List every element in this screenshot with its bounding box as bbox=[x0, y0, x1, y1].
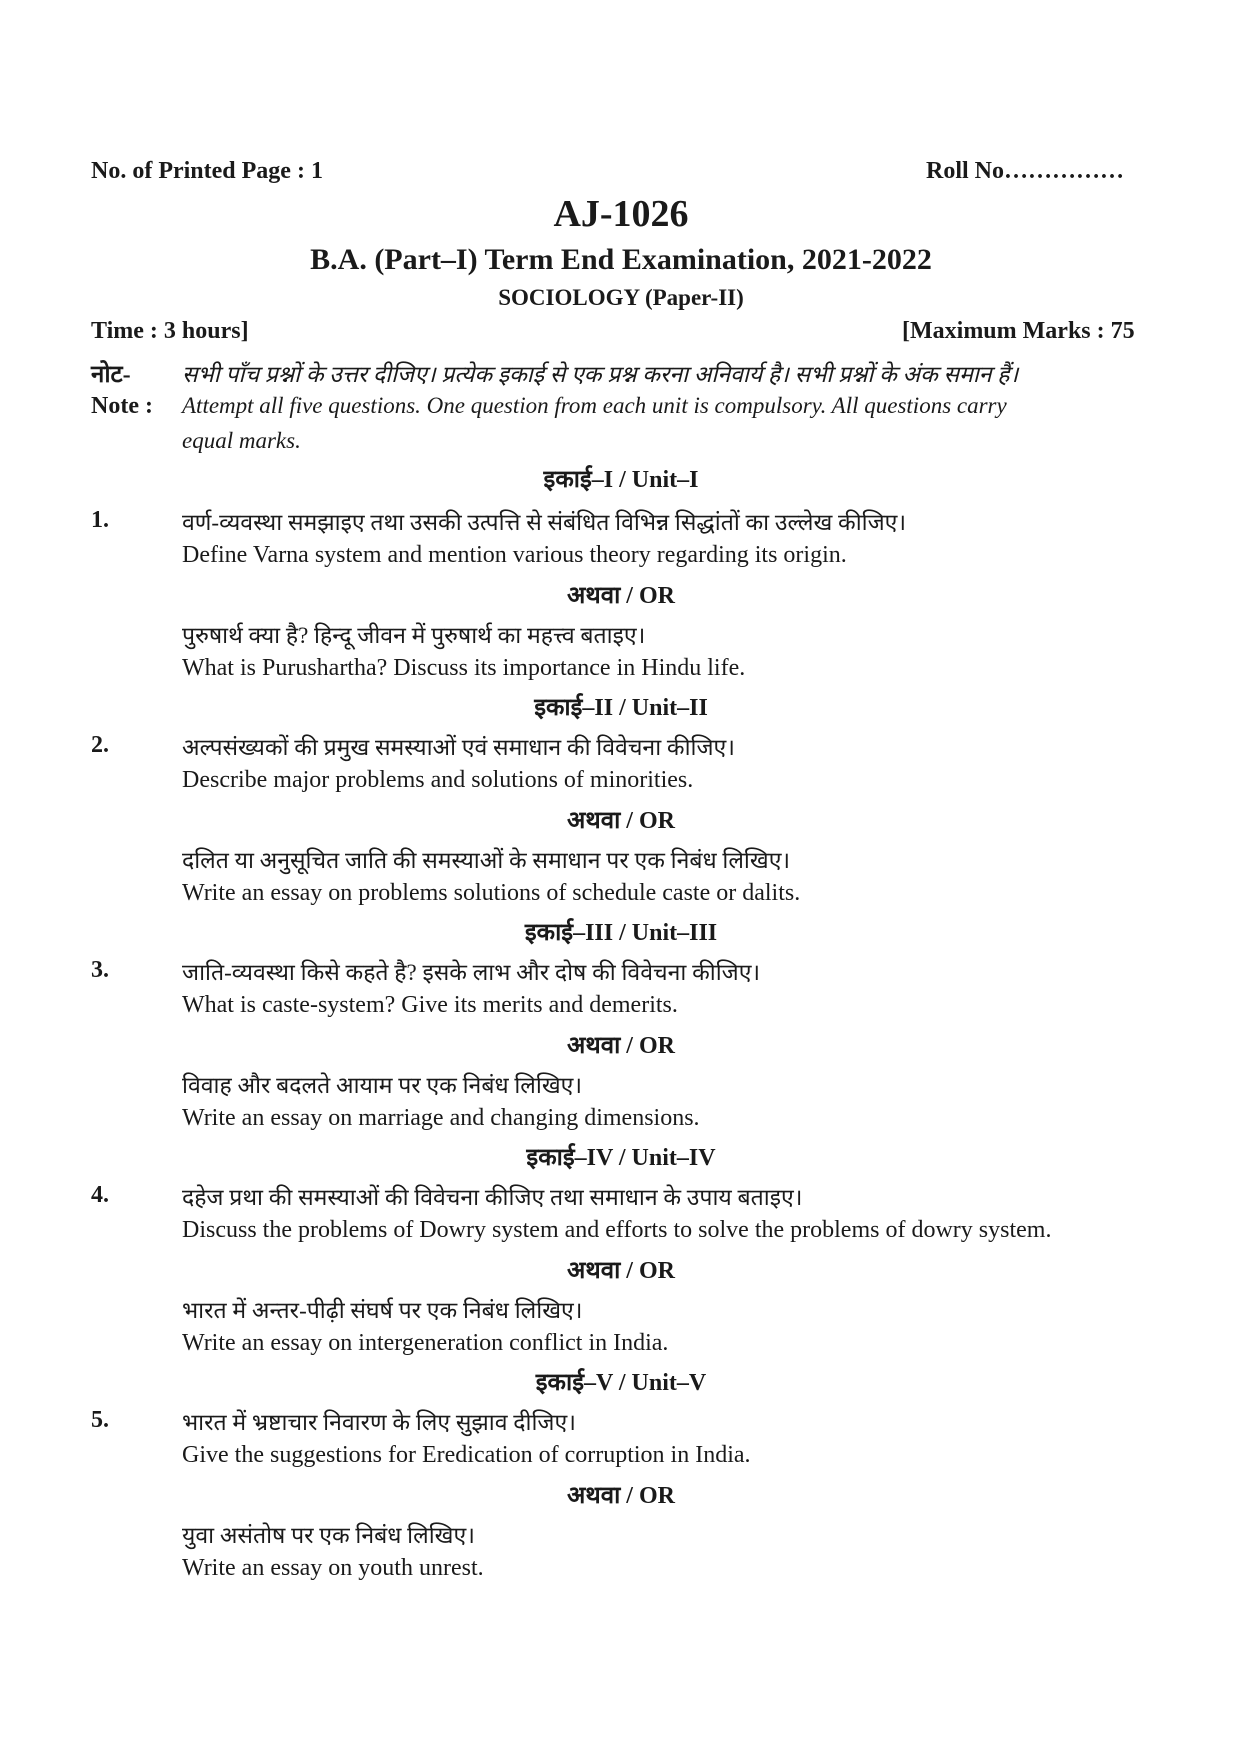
question-2a-hindi: अल्पसंख्यकों की प्रमुख समस्याओं एवं समाधान की विवेचना कीजिए। bbox=[182, 735, 735, 760]
note-label-hindi: नोट- bbox=[91, 362, 131, 388]
question-5a-english: Give the suggestions for Eredication of corruption in India. bbox=[182, 1442, 751, 1468]
paper-code: AJ-1026 bbox=[553, 193, 689, 235]
or-separator: अथवा / OR bbox=[567, 583, 675, 609]
note-text-english-line1: Attempt all five questions. One question from each unit is compulsory. All questions carry bbox=[182, 393, 1007, 418]
question-1b-english: What is Purushartha? Discuss its importance in Hindu life. bbox=[182, 655, 746, 681]
unit-1-heading: इकाई–I / Unit–I bbox=[543, 467, 699, 493]
question-2b-hindi: दलित या अनुसूचित जाति की समस्याओं के समाधान पर एक निबंध लिखिए। bbox=[182, 848, 791, 873]
unit-2-heading: इकाई–II / Unit–II bbox=[534, 695, 708, 721]
question-5b-hindi: युवा असंतोष पर एक निबंध लिखिए। bbox=[182, 1523, 475, 1548]
exam-duration: Time : 3 hours] bbox=[91, 318, 249, 344]
or-separator: अथवा / OR bbox=[567, 1033, 675, 1059]
question-2a-english: Describe major problems and solutions of minorities. bbox=[182, 767, 694, 793]
unit-5-heading: इकाई–V / Unit–V bbox=[535, 1370, 707, 1396]
unit-3-heading: इकाई–III / Unit–III bbox=[524, 920, 718, 946]
question-5b-english: Write an essay on youth unrest. bbox=[182, 1555, 484, 1581]
unit-4-heading: इकाई–IV / Unit–IV bbox=[526, 1145, 716, 1171]
question-1b-hindi: पुरुषार्थ क्या है? हिन्दू जीवन में पुरुषार्थ का महत्त्व बताइए। bbox=[182, 623, 646, 648]
or-separator: अथवा / OR bbox=[567, 1258, 675, 1284]
roll-number-field: Roll No…………… bbox=[926, 158, 1124, 184]
question-3-number: 3. bbox=[91, 957, 109, 983]
subject-title: SOCIOLOGY (Paper-II) bbox=[498, 285, 744, 310]
question-2b-english: Write an essay on problems solutions of schedule caste or dalits. bbox=[182, 880, 801, 906]
note-text-hindi: सभी पाँच प्रश्नों के उत्तर दीजिए। प्रत्येक इकाई से एक प्रश्न करना अनिवार्य है। सभी प्रश्नों के अंक समान हैं। bbox=[182, 362, 1019, 387]
question-1-number: 1. bbox=[91, 507, 109, 533]
question-2-number: 2. bbox=[91, 732, 109, 758]
question-3a-english: What is caste-system? Give its merits and demerits. bbox=[182, 992, 678, 1018]
question-3a-hindi: जाति-व्यवस्था किसे कहते है? इसके लाभ और दोष की विवेचना कीजिए। bbox=[182, 960, 761, 985]
question-3b-english: Write an essay on marriage and changing dimensions. bbox=[182, 1105, 700, 1131]
note-text-english-line2: equal marks. bbox=[182, 428, 301, 453]
question-4b-english: Write an essay on intergeneration conflict in India. bbox=[182, 1330, 669, 1356]
question-4b-hindi: भारत में अन्तर-पीढ़ी संघर्ष पर एक निबंध लिखिए। bbox=[182, 1298, 583, 1323]
question-1a-english: Define Varna system and mention various theory regarding its origin. bbox=[182, 542, 847, 568]
question-3b-hindi: विवाह और बदलते आयाम पर एक निबंध लिखिए। bbox=[182, 1073, 583, 1098]
question-4a-hindi: दहेज प्रथा की समस्याओं की विवेचना कीजिए तथा समाधान के उपाय बताइए। bbox=[182, 1185, 803, 1210]
question-4-number: 4. bbox=[91, 1182, 109, 1208]
question-1a-hindi: वर्ण-व्यवस्था समझाइए तथा उसकी उत्पत्ति से संबंधित विभिन्न सिद्धांतों का उल्लेख कीजिए। bbox=[182, 510, 907, 535]
or-separator: अथवा / OR bbox=[567, 808, 675, 834]
question-5a-hindi: भारत में भ्रष्टाचार निवारण के लिए सुझाव दीजिए। bbox=[182, 1410, 576, 1435]
note-label-english: Note : bbox=[91, 393, 153, 419]
question-5-number: 5. bbox=[91, 1407, 109, 1433]
printed-pages-count: No. of Printed Page : 1 bbox=[91, 158, 323, 184]
maximum-marks: [Maximum Marks : 75 bbox=[902, 318, 1135, 344]
exam-title: B.A. (Part–I) Term End Examination, 2021-2022 bbox=[310, 243, 932, 276]
or-separator: अथवा / OR bbox=[567, 1483, 675, 1509]
question-4a-english: Discuss the problems of Dowry system and efforts to solve the problems of dowry system. bbox=[182, 1217, 1052, 1243]
